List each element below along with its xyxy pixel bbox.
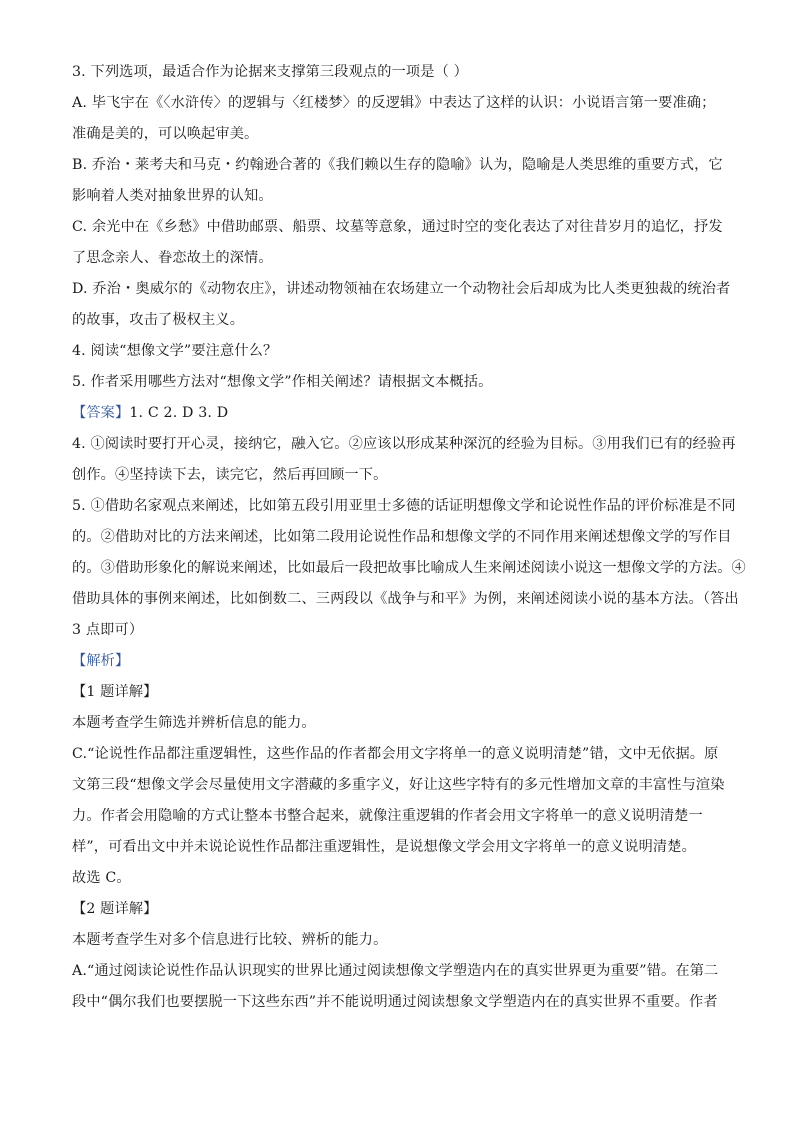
- answer-4-line-1: 4. ①阅读时要打开心灵，接纳它，融入它。②应该以形成某种深沉的经验为目标。③用我们已有的经验再: [72, 436, 736, 452]
- option-b-line-1: B. 乔治・莱考夫和马克・约翰逊合著的《我们赖以生存的隐喻》认为，隐喻是人类思维的重要方式，它: [72, 157, 723, 173]
- detail-2-label: 【2 题详解】: [72, 901, 158, 917]
- question-3: 3. 下列选项，最适合作为论据来支撑第三段观点的一项是（ ）: [72, 64, 468, 80]
- option-d-line-2: 的故事，攻击了极权主义。: [72, 312, 245, 328]
- answer-5-line-4: 借助具体的事例来阐述，比如倒数二、三两段以《战争与和平》为例，来阐述阅读小说的基本方法。（答出: [72, 591, 739, 607]
- question-4: 4. 阅读“想像文学”要注意什么？: [72, 343, 278, 359]
- answer-5-line-5: 3 点即可）: [72, 622, 144, 638]
- detail-1-line-4: 力。作者会用隐喻的方式让整本书整合起来，就像注重逻辑的作者会用文字将单一的意义说明清楚一: [72, 808, 703, 824]
- option-c-line-2: 了思念亲人、眷恋故土的深情。: [72, 250, 273, 266]
- detail-1-label: 【1 题详解】: [72, 684, 158, 700]
- answer-5-line-3: 的。③借助形象化的解说来阐述，比如最后一段把故事比喻成人生来阐述阅读小说这一想像文学的方法。④: [72, 560, 746, 576]
- detail-2-line-2: A.“通过阅读论说性作品认识现实的世界比通过阅读想像文学塑造内在的真实世界更为重要”错。在第二: [72, 963, 719, 979]
- answer-line: [72, 403, 228, 423]
- detail-2-line-1: 本题考查学生对多个信息进行比较、辨析的能力。: [72, 932, 388, 948]
- answer-label: 【答案】: [72, 405, 130, 421]
- option-c-line-1: C. 余光中在《乡愁》中借助邮票、船票、坟墓等意象，通过时空的变化表达了对往昔岁月的追忆，抒发: [72, 219, 723, 235]
- answer-4-line-2: 创作。④坚持读下去，读完它，然后再回顾一下。: [72, 467, 388, 483]
- option-d-line-1: D. 乔治・奥威尔的《动物农庄》，讲述动物领袖在农场建立一个动物社会后却成为比人类更独裁的统治者: [72, 281, 731, 297]
- answer-5-line-2: 的。②借助对比的方法来阐述，比如第二段用论说性作品和想像文学的不同作用来阐述想像文学的写作目: [72, 529, 732, 545]
- answer-5-line-1: 5. ①借助名家观点来阐述，比如第五段引用亚里士多德的话证明想像文学和论说性作品的评价标准是不同: [72, 498, 736, 514]
- question-5: 5. 作者采用哪些方法对“想像文学”作相关阐述？请根据文本概括。: [72, 374, 493, 390]
- detail-1-line-1: 本题考查学生筛选并辨析信息的能力。: [72, 715, 316, 731]
- analysis-label: 【解析】: [72, 653, 130, 669]
- option-a-line-2: 准确是美的，可以唤起审美。: [72, 126, 259, 142]
- detail-1-line-6: 故选 C。: [72, 870, 131, 886]
- option-b-line-2: 影响着人类对抽象世界的认知。: [72, 188, 273, 204]
- detail-2-line-3: 段中“偶尔我们也要摆脱一下这些东西”并不能说明通过阅读想象文学塑造内在的真实世界不重要。作者: [72, 994, 718, 1010]
- detail-1-line-3: 文第三段“想像文学会尽量使用文字潜藏的多重字义，好让这些字特有的多元性增加文章的丰富性与渲染: [72, 777, 725, 793]
- option-a-line-1: A. 毕飞宇在《〈水浒传〉的逻辑与〈红楼梦〉的反逻辑》中表达了这样的认识：小说语言第一要准确；: [72, 95, 716, 111]
- answer-text: 1. C 2. D 3. D: [129, 405, 229, 421]
- detail-1-line-5: 样”，可看出文中并未说论说性作品都注重逻辑性，是说想像文学会用文字将单一的意义说明清楚。: [72, 839, 696, 855]
- detail-1-line-2: C.“论说性作品都注重逻辑性，这些作品的作者都会用文字将单一的意义说明清楚”错，文中无依据。原: [72, 746, 719, 762]
